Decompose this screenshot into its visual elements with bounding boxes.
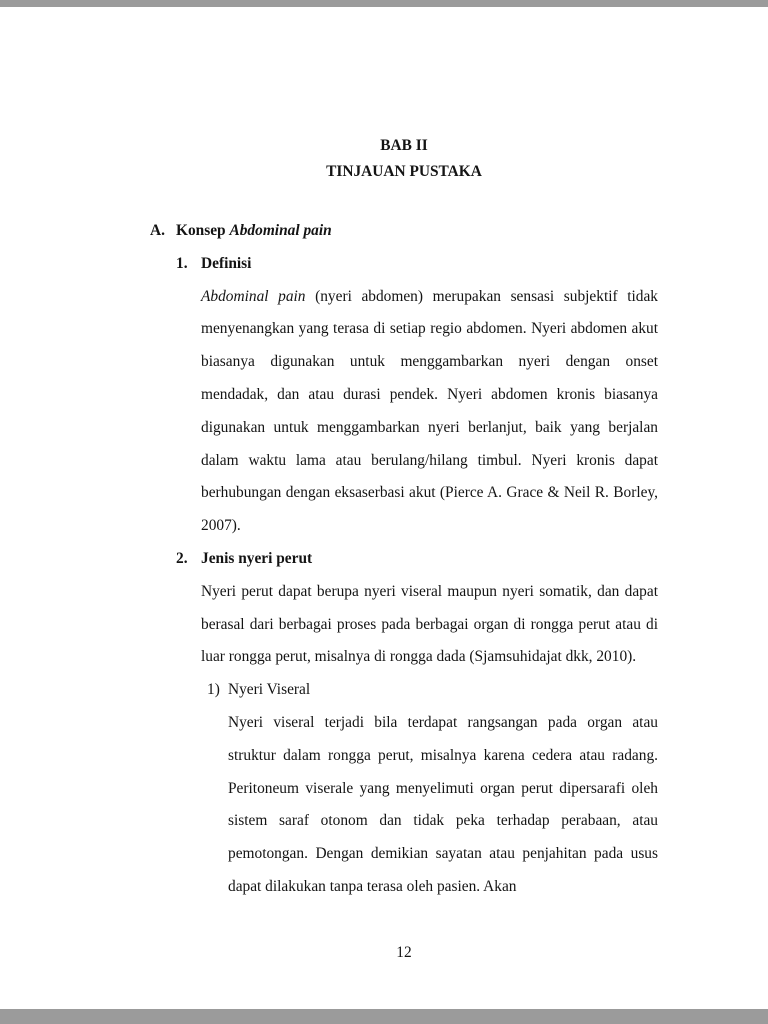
page-content [150, 0, 658, 904]
item-1-marker: 1. [176, 254, 188, 272]
section-a-heading-term: Abdominal pain [229, 222, 332, 239]
section-a-heading-prefix: Konsep [176, 222, 230, 239]
item-2-heading-text: Jenis nyeri perut [201, 549, 313, 567]
item-2-marker: 2. [176, 549, 188, 567]
subitem-1-paragraph: Nyeri viseral terjadi bila terdapat rangsangan pada organ atau struktur dalam rongga perut, misalnya karena cedera atau radang. Peritoneum viserale yang menyelimuti organ perut dipersarafi oleh sistem saraf otonom dan tidak peka terhadap perabaan, atau pemotongan. Dengan demikian sayatan atau penjahitan pada usus dapat dilakukan tanpa terasa oleh pasien. Akan [228, 713, 658, 895]
subitem-1-marker: 1) [207, 681, 220, 699]
subitem-1-heading [207, 674, 658, 707]
section-a-body [176, 248, 658, 904]
item-2-sublist [207, 674, 658, 904]
subitem-1-heading-text: Nyeri Viseral [228, 681, 311, 699]
item-1-paragraph-lead-term: Abdominal pain [201, 287, 306, 305]
section-a-heading-text [176, 215, 332, 248]
chapter-title-line1: BAB II [380, 137, 428, 154]
item-2-heading [176, 543, 658, 576]
item-1-heading-text: Definisi [201, 254, 252, 272]
page-number: 12 [396, 944, 412, 961]
section-a-heading [150, 215, 658, 248]
chapter-title-line2: TINJAUAN PUSTAKA [326, 163, 482, 180]
section-a-marker: A. [150, 222, 165, 239]
item-1-paragraph [201, 281, 658, 543]
item-2-paragraph: Nyeri perut dapat berupa nyeri viseral maupun nyeri somatik, dan dapat berasal dari berbagai proses pada berbagai organ di rongga perut atau di luar rongga perut, misalnya di rongga dada (Sjamsuhidajat dkk, 2010). [201, 582, 658, 666]
page-edge-bottom [0, 1009, 768, 1024]
item-1-heading [176, 248, 658, 281]
item-1-paragraph-text: (nyeri abdomen) merupakan sensasi subjektif tidak menyenangkan yang terasa di setiap regio abdomen. Nyeri abdomen akut biasanya digunakan untuk menggambarkan nyeri dengan onset mendadak, dan atau durasi pendek. Nyeri abdomen kronis biasanya digunakan untuk menggambarkan nyeri berlanjut, baik yang berjalan dalam waktu lama atau berulang/hilang timbul. Nyeri kronis dapat berhubungan dengan eksaserbasi akut (Pierce A. Grace & Neil R. Borley, 2007). [201, 287, 658, 535]
